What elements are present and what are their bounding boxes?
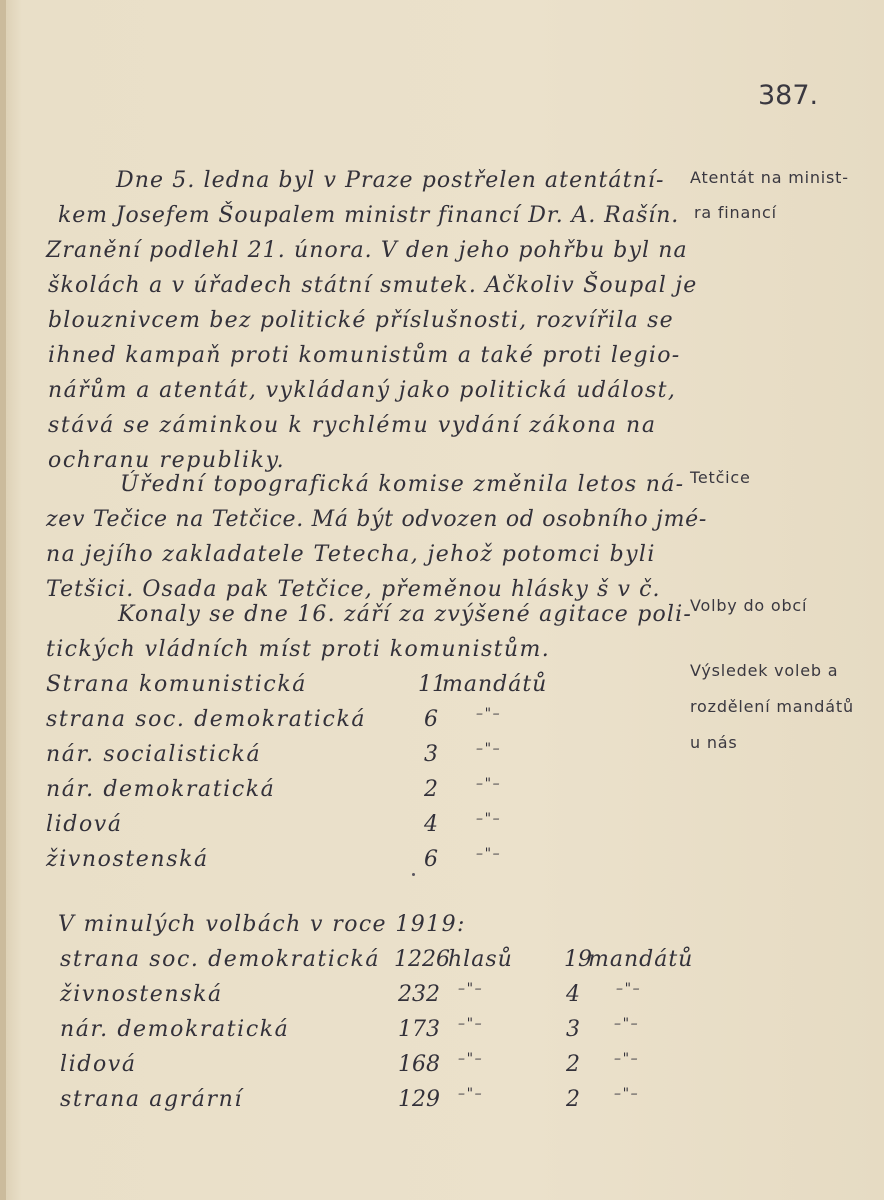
party-name: nár. demokratická — [60, 1017, 290, 1042]
party-name: strana soc. demokratická — [46, 707, 367, 732]
seat-count: 3 — [566, 1017, 582, 1042]
party-name: Strana komunistická — [46, 672, 307, 697]
paragraph-line: Tetšici. Osada pak Tetčice, přeměnou hlásky š v č. — [46, 577, 661, 602]
margin-note-renaming: Tetčice — [690, 468, 751, 487]
margin-note-elections: Volby do obcí — [690, 596, 808, 615]
vote-count: 173 — [398, 1017, 440, 1042]
vote-unit: hlasů — [448, 947, 513, 972]
vote-unit: –"– — [458, 1051, 484, 1067]
seat-unit: –"– — [476, 846, 502, 862]
vote-count: 129 — [398, 1087, 440, 1112]
paragraph-line: ihned kampaň proti komunistům a také proti legio- — [48, 343, 681, 368]
paragraph-line: Dne 5. ledna byl v Praze postřelen atentátní- — [116, 168, 665, 193]
seat-count: 6 — [424, 707, 440, 732]
seat-count: 4 — [566, 982, 582, 1007]
party-name: nár. demokratická — [46, 777, 276, 802]
results-1919-heading: V minulých volbách v roce 1919: — [58, 912, 466, 937]
seat-count: 6 — [424, 847, 440, 872]
margin-note-results-1: Výsledek voleb a — [690, 661, 839, 680]
margin-note-results-2: rozdělení mandátů — [690, 697, 854, 716]
paragraph-line: Úřední topografická komise změnila letos ná- — [120, 472, 685, 497]
vote-unit: –"– — [458, 1016, 484, 1032]
seat-unit: –"– — [476, 741, 502, 757]
seat-unit: mandátů — [588, 947, 694, 972]
seat-count: 2 — [566, 1052, 582, 1077]
paragraph-line: ochranu republiky. — [48, 448, 286, 473]
seat-unit: –"– — [476, 706, 502, 722]
margin-note-assassination-1: Atentát na minist- — [690, 168, 849, 187]
paragraph-line: na jejího zakladatele Tetecha, jehož potomci byli — [46, 542, 656, 567]
party-name: lidová — [46, 812, 123, 837]
party-name: nár. socialistická — [46, 742, 262, 767]
party-name: lidová — [60, 1052, 137, 1077]
seat-count: 2 — [424, 777, 440, 802]
vote-count: 168 — [398, 1052, 440, 1077]
paragraph-line: Zranění podlehl 21. února. V den jeho pohřbu byl na — [46, 238, 688, 263]
paragraph-line: kem Josefem Šoupalem ministr financí Dr. A. Rašín. — [58, 203, 680, 228]
vote-count: 232 — [398, 982, 440, 1007]
vote-count: 1226 — [394, 947, 450, 972]
vote-unit: –"– — [458, 981, 484, 997]
paragraph-line: nářům a atentát, vykládaný jako politická událost, — [48, 378, 677, 403]
paragraph-line: stává se záminkou k rychlému vydání zákona na — [48, 413, 657, 438]
party-name: strana agrární — [60, 1087, 243, 1112]
margin-note-assassination-2: ra financí — [694, 203, 777, 222]
seat-count: 2 — [566, 1087, 582, 1112]
paragraph-line: Konaly se dne 16. září za zvýšené agitace poli- — [118, 602, 693, 627]
seat-unit: –"– — [476, 811, 502, 827]
margin-note-results-3: u nás — [690, 733, 738, 752]
vote-unit: –"– — [458, 1086, 484, 1102]
seat-unit: –"– — [614, 1051, 640, 1067]
seat-count: 11 — [418, 672, 446, 697]
party-name: živnostenská — [46, 847, 209, 872]
seat-unit: –"– — [614, 1016, 640, 1032]
seat-unit: –"– — [616, 981, 642, 997]
seat-unit: mandátů — [442, 672, 548, 697]
ink-dot — [412, 873, 415, 876]
paragraph-line: zev Tečice na Tetčice. Má být odvozen od osobního jmé- — [46, 507, 707, 532]
page-number: 387. — [758, 80, 819, 111]
party-name: strana soc. demokratická — [60, 947, 381, 972]
seat-unit: –"– — [614, 1086, 640, 1102]
seat-unit: –"– — [476, 776, 502, 792]
paragraph-line: tických vládních míst proti komunistům. — [46, 637, 551, 662]
paragraph-line: školách a v úřadech státní smutek. Ačkoliv Šoupal je — [48, 273, 698, 298]
paragraph-line: blouznivcem bez politické příslušnosti, rozvířila se — [48, 308, 674, 333]
binding-edge — [0, 0, 6, 1200]
seat-count: 3 — [424, 742, 440, 767]
seat-count: 19 — [564, 947, 592, 972]
seat-count: 4 — [424, 812, 440, 837]
party-name: živnostenská — [60, 982, 223, 1007]
